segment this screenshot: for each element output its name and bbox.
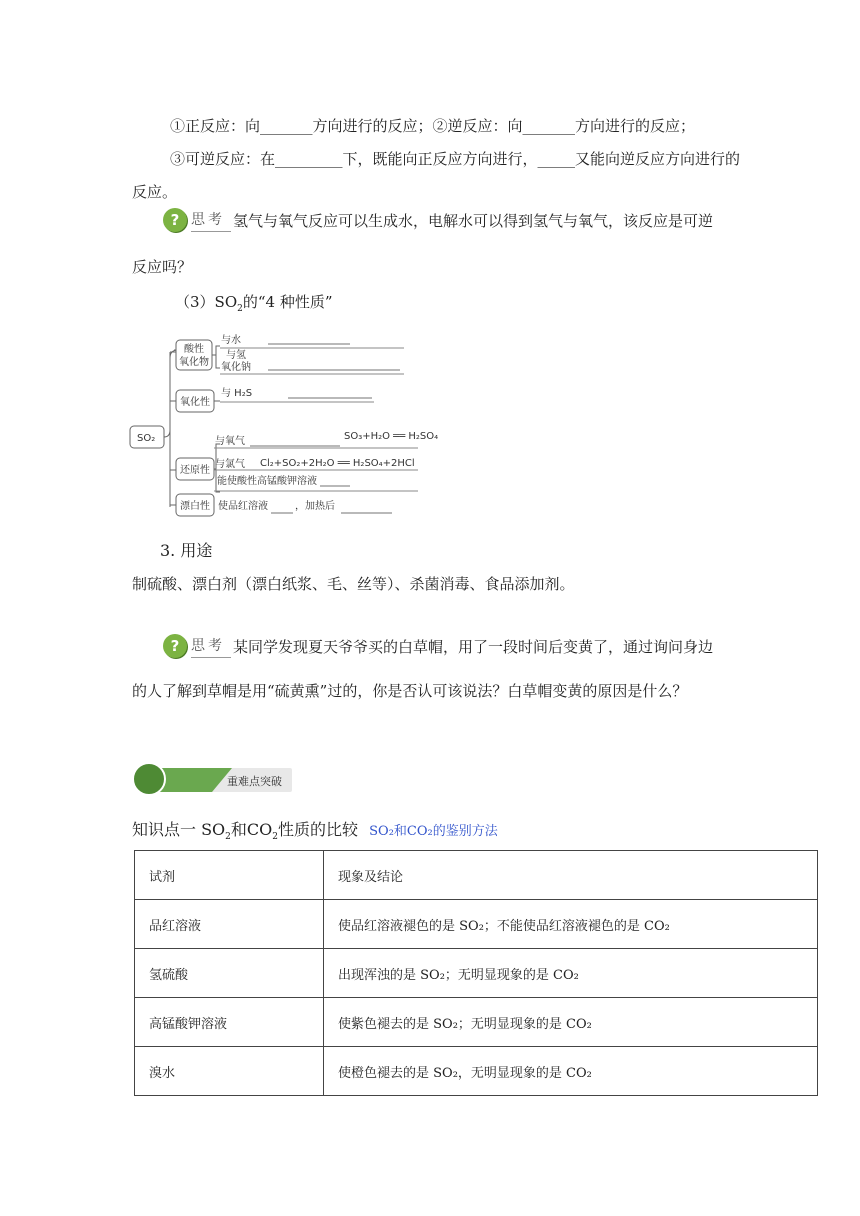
table-cell-result: 使橙色褪去的是 SO₂，无明显现象的是 CO₂	[324, 1047, 818, 1096]
table-row	[135, 998, 818, 1047]
think-2-text: 某同学发现夏天爷爷买的白草帽，用了一段时间后变黄了，通过询问身边	[233, 637, 714, 656]
tree-acid-label-1: 酸性	[184, 344, 204, 355]
knowledge-point-heading: 知识点一 $SO_2$和$CO_2$性质的比较 SO₂和CO₂的鉴别方法	[132, 820, 498, 843]
tree-acid-item-water: 与水	[221, 335, 241, 346]
table-row	[135, 1047, 818, 1096]
table-cell-reagent: 溴水	[135, 1047, 324, 1096]
question-mark-icon: ?	[163, 208, 187, 232]
think-block-1	[163, 208, 713, 232]
tree-red-item-kmno4: 能使酸性高锰酸钾溶液	[217, 476, 317, 487]
tree-root: SO₂	[137, 433, 156, 444]
tree-ox-label: 氧化性	[180, 397, 210, 408]
section-banner	[132, 762, 292, 796]
think-label: 思考	[191, 209, 231, 232]
tree-red-eq1: SO₃+H₂O ══ H₂SO₄	[344, 431, 439, 442]
comparison-table	[134, 850, 818, 1096]
question-mark-icon: ?	[163, 634, 187, 658]
table-cell-result: 使品红溶液褪色的是 SO₂；不能使品红溶液褪色的是 CO₂	[324, 900, 818, 949]
uses-heading: 3. 用途	[160, 541, 213, 560]
think-2-text-cont: 的人了解到草帽是用“硫黄熏”过的，你是否认可该说法？白草帽变黄的原因是什么？	[132, 682, 688, 700]
table-row	[135, 949, 818, 998]
table-cell-result: 使紫色褪去的是 SO₂；无明显现象的是 CO₂	[324, 998, 818, 1047]
tree-bleach-label: 漂白性	[180, 501, 210, 512]
tree-red-eq2: Cl₂+SO₂+2H₂O ══ H₂SO₄+2HCl	[260, 458, 415, 469]
think-1-text: 氢气与氧气反应可以生成水，电解水可以得到氢气与氧气，该反应是可逆	[233, 211, 714, 230]
tree-red-item-o2: 与氧气	[215, 436, 245, 447]
tree-red-label: 还原性	[180, 465, 210, 476]
table-header-row	[135, 851, 818, 900]
think-badge	[163, 208, 231, 232]
uses-text: 制硫酸、漂白剂（漂白纸浆、毛、丝等）、杀菌消毒、食品添加剂。	[132, 575, 575, 593]
table-cell-reagent: 氢硫酸	[135, 949, 324, 998]
table-row	[135, 900, 818, 949]
text-line-reaction: 反应。	[132, 183, 178, 201]
tree-bleach-item-b: ，加热后	[295, 501, 335, 512]
tree-acid-label-2: 氧化物	[179, 357, 209, 368]
tree-red-item-cl2: 与氯气	[215, 459, 245, 470]
table-header-cell: 现象及结论	[324, 851, 818, 900]
tree-acid-item-naoh-a: 与氢	[226, 350, 246, 361]
tree-ox-item: 与 H₂S	[221, 388, 253, 399]
text-line-forward-reverse: ①正反应：向_______方向进行的反应；②逆反应：向_______方向进行的反应；	[170, 117, 696, 135]
tree-acid-item-naoh-b: 氧化钠	[221, 362, 251, 373]
think-1-text-cont: 反应吗？	[132, 258, 193, 276]
table-cell-reagent: 品红溶液	[135, 900, 324, 949]
tree-bleach-item-a: 使品红溶液	[218, 501, 268, 512]
so2-property-tree	[128, 322, 448, 522]
table-cell-reagent: 高锰酸钾溶液	[135, 998, 324, 1047]
table-cell-result: 出现浑浊的是 SO₂；无明显现象的是 CO₂	[324, 949, 818, 998]
think-badge	[163, 634, 231, 658]
banner-text: 重难点突破	[227, 775, 282, 788]
text-line-reversible: ③可逆反应：在_________下，既能向正反应方向进行，_____又能向逆反应方向进行的	[170, 150, 741, 168]
table-header-cell: 试剂	[135, 851, 324, 900]
think-block-2	[163, 634, 713, 658]
think-label: 思考	[191, 635, 231, 658]
heading-so2-properties: $(3)SO_2$的“4 种性质”	[175, 293, 333, 314]
kp-link[interactable]: SO₂和CO₂的鉴别方法	[369, 824, 498, 839]
